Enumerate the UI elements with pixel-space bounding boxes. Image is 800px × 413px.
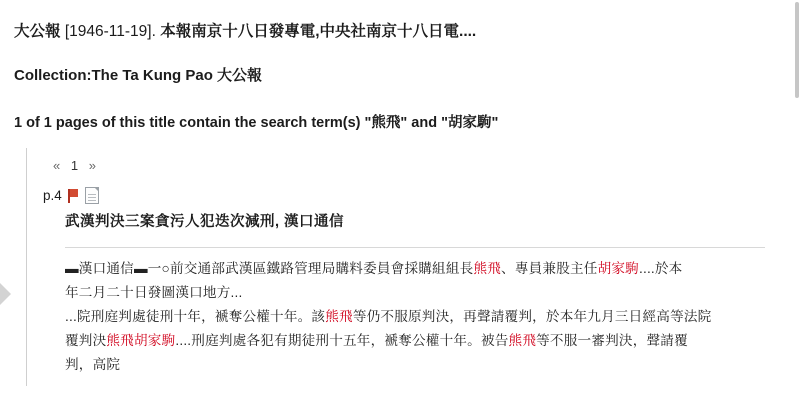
snippet-seg-3a: ...院刑庭判處徒刑十年，褫奪公權十年。該 xyxy=(65,309,326,325)
pagination[interactable] xyxy=(53,158,776,173)
red-flag-icon[interactable] xyxy=(68,189,79,203)
snippet-divider xyxy=(65,247,765,248)
page-title-rest: 本報南京十八日發專電,中央社南京十八日電.... xyxy=(160,23,477,40)
snippet-seg-1a: ▬漢口通信▬一○前交通部武漢區鐵路管理局購料委員會採購組組長 xyxy=(65,261,474,277)
result-page-row xyxy=(43,187,776,204)
snippet-highlight-5: 胡家駒 xyxy=(133,333,176,349)
result-page-label[interactable]: p.4 xyxy=(43,188,62,204)
collection-label: Collection:The Ta Kung Pao 大公報 xyxy=(14,67,263,85)
pagination-prev[interactable]: « xyxy=(53,158,63,174)
snippet-paragraph-2: 年二月二十日發圖漢口地方... xyxy=(65,285,243,301)
snippet-text xyxy=(65,258,779,376)
document-icon[interactable] xyxy=(85,187,99,204)
pagination-next[interactable]: » xyxy=(88,158,98,174)
snippet-paragraph-3 xyxy=(65,306,779,328)
snippet-highlight-4: 熊飛 xyxy=(106,333,134,349)
snippet-highlight-2: 胡家駒 xyxy=(597,261,639,277)
snippet-seg-1b: 、專員兼股主任 xyxy=(501,261,598,277)
snippet-paragraph-4 xyxy=(65,330,779,352)
snippet-paragraph-1 xyxy=(65,258,779,280)
snippet-paragraph-5: 判，高院 xyxy=(65,357,121,373)
pages-summary: 1 of 1 pages of this title contain the search term(s) "熊飛" and "胡家駒" xyxy=(14,115,499,132)
page-title-publication: 大公報 xyxy=(14,23,61,40)
snippet-seg-4c: 等不服一審判決，聲請覆 xyxy=(536,333,688,349)
snippet-seg-3b: 等仍不服原判決，再聲請覆判，於本年九月三日經高等法院 xyxy=(352,309,712,325)
article-heading[interactable]: 武漢判決三案貪污人犯迭次減刑, 漢口通信 xyxy=(65,214,345,231)
page-title-date: [1946-11-19]. xyxy=(64,23,156,40)
results-container xyxy=(26,148,776,386)
snippet-highlight-1: 熊飛 xyxy=(473,261,502,277)
vertical-scrollbar[interactable] xyxy=(794,0,800,413)
scrollbar-thumb[interactable] xyxy=(795,2,799,98)
snippet-highlight-3: 熊飛 xyxy=(325,309,353,325)
pagination-page-1[interactable]: 1 xyxy=(70,158,81,174)
left-nav-arrow-icon[interactable] xyxy=(0,283,11,305)
snippet-highlight-6: 熊飛 xyxy=(508,333,537,349)
snippet-seg-1c: ....於本 xyxy=(638,261,683,277)
page-title xyxy=(14,22,776,42)
snippet-seg-4a: 覆判決 xyxy=(65,333,107,349)
snippet-seg-4b: ....刑庭判處各犯有期徒刑十五年，褫奪公權十年。被告 xyxy=(175,333,509,349)
